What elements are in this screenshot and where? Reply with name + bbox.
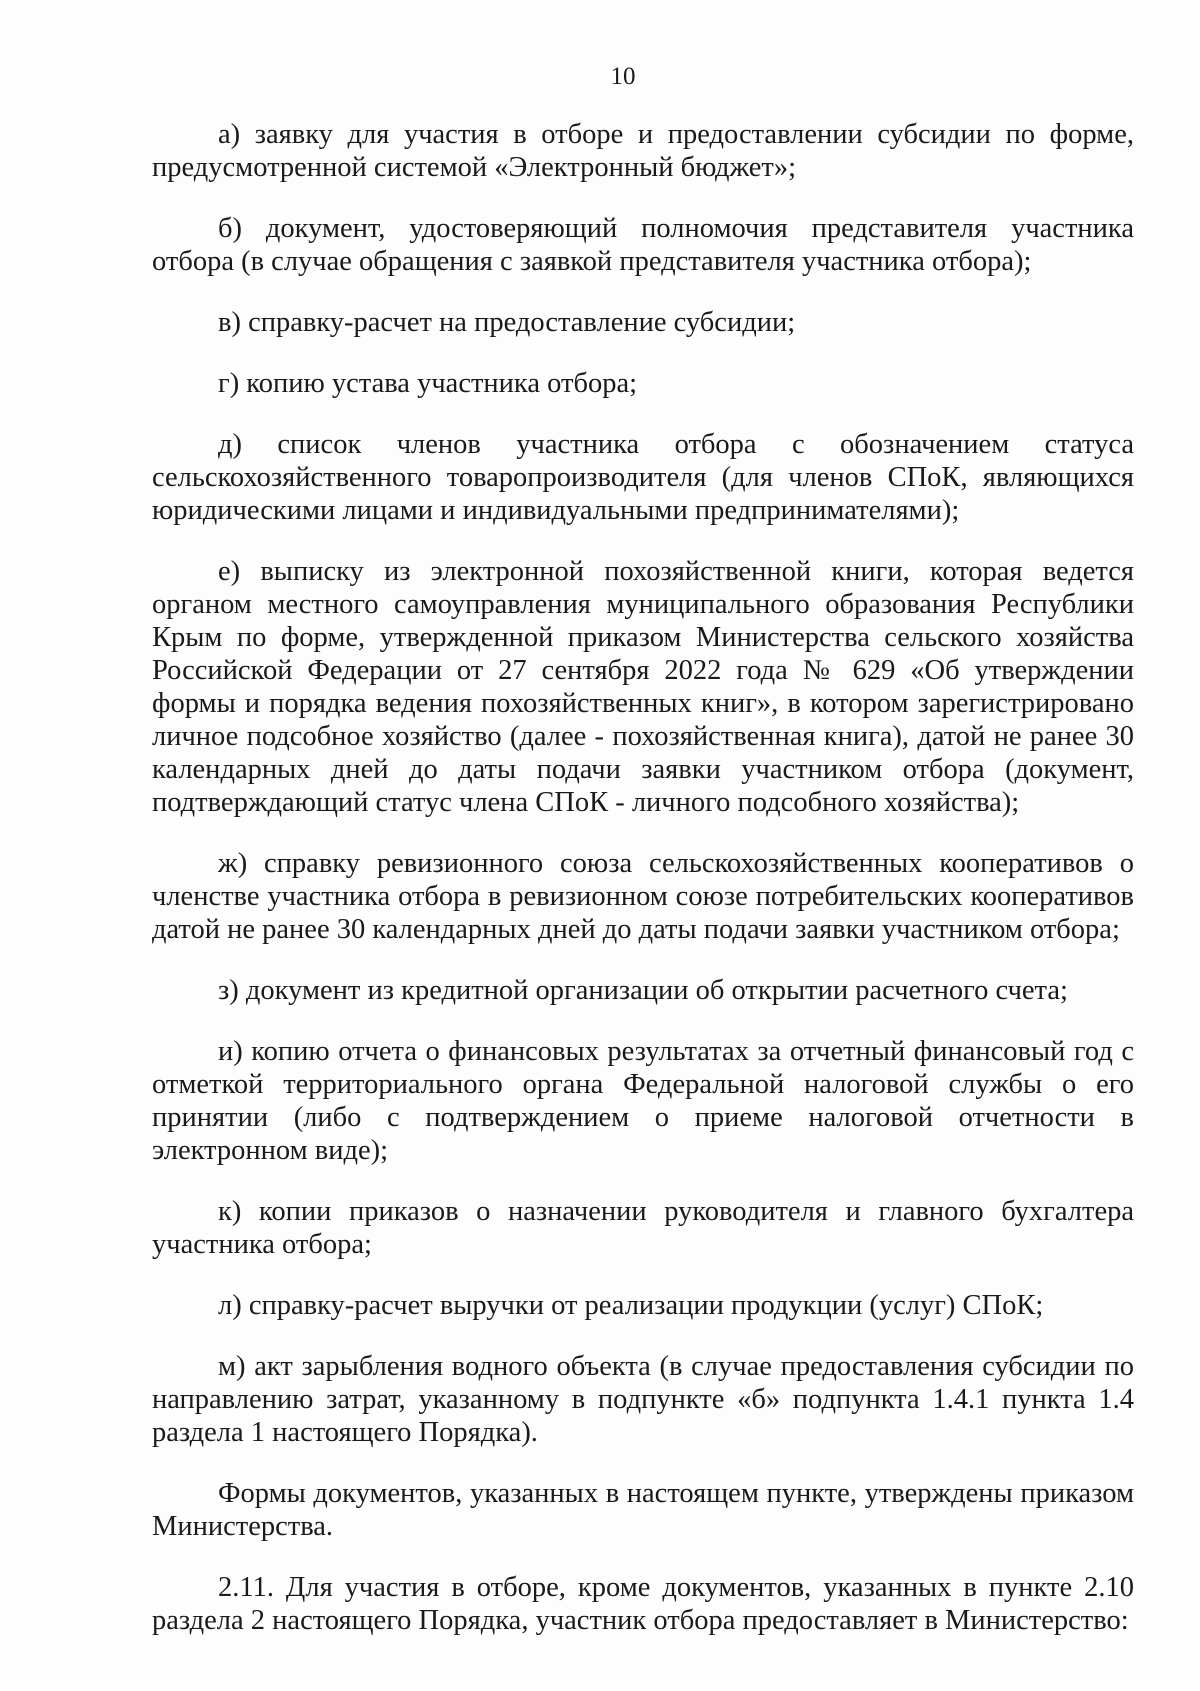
paragraph-l: л) справку-расчет выручки от реализации продукции (услуг) СПоК; — [218, 1290, 1044, 1321]
paragraph-k: к) копии приказов о назначении руководителя и главного бухгалтера участника отбора; — [152, 1196, 1134, 1260]
paragraph-v: в) справку-расчет на предоставление субсидии; — [218, 307, 796, 338]
paragraph-2-11: 2.11. Для участия в отборе, кроме документов, указанных в пункте 2.10 раздела 2 настоящего Порядка, участник отбора предоставляет в Министерство: — [152, 1572, 1134, 1636]
paragraph-b: б) документ, удостоверяющий полномочия представителя участника отбора (в случае обращения с заявкой представителя участника отбора); — [152, 213, 1134, 277]
paragraph-zh: ж) справку ревизионного союза сельскохозяйственных кооперативов о членстве участника отбора в ревизионном союзе потребительских кооперативов датой не ранее 30 календарных дней до даты подачи заявки участником отбора; — [152, 848, 1134, 945]
paragraph-e: е) выписку из электронной похозяйственной книги, которая ведется органом местного самоуправления муниципального образования Республики Крым по форме, утвержденной приказом Министерства сельского хозяйства Российской Федерации от 27 сентября 2022 года № 629 «Об утверждении формы и порядка ведения похозяйственных книг», в котором зарегистрировано личное подсобное хозяйство (далее - похозяйственная книга), датой не ранее 30 календарных дней до даты подачи заявки участником отбора (документ, подтверждающий статус члена СПоК - личного подсобного хозяйства); — [152, 556, 1134, 818]
paragraph-a: а) заявку для участия в отборе и предоставлении субсидии по форме, предусмотренной системой «Электронный бюджет»; — [152, 119, 1134, 183]
paragraph-g: г) копию устава участника отбора; — [218, 368, 638, 399]
paragraph-d: д) список членов участника отбора с обозначением статуса сельскохозяйственного товаропроизводителя (для членов СПоК, являющихся юридическими лицами и индивидуальными предпринимателями); — [152, 429, 1134, 526]
paragraph-i: и) копию отчета о финансовых результатах за отчетный финансовый год с отметкой территориального органа Федеральной налоговой службы о его принятии (либо с подтверждением о приеме налоговой отчетности в электронном виде); — [152, 1036, 1134, 1166]
page-number: 10 — [610, 63, 636, 90]
paragraph-m: м) акт зарыбления водного объекта (в случае предоставления субсидии по направлению затрат, указанному в подпункте «б» подпункта 1.4.1 пункта 1.4 раздела 1 настоящего Порядка). — [152, 1351, 1134, 1448]
document-body — [152, 118, 1134, 1665]
paragraph-forms-note: Формы документов, указанных в настоящем пункте, утверждены приказом Министерства. — [152, 1478, 1134, 1542]
paragraph-z: з) документ из кредитной организации об открытии расчетного счета; — [218, 975, 1068, 1006]
